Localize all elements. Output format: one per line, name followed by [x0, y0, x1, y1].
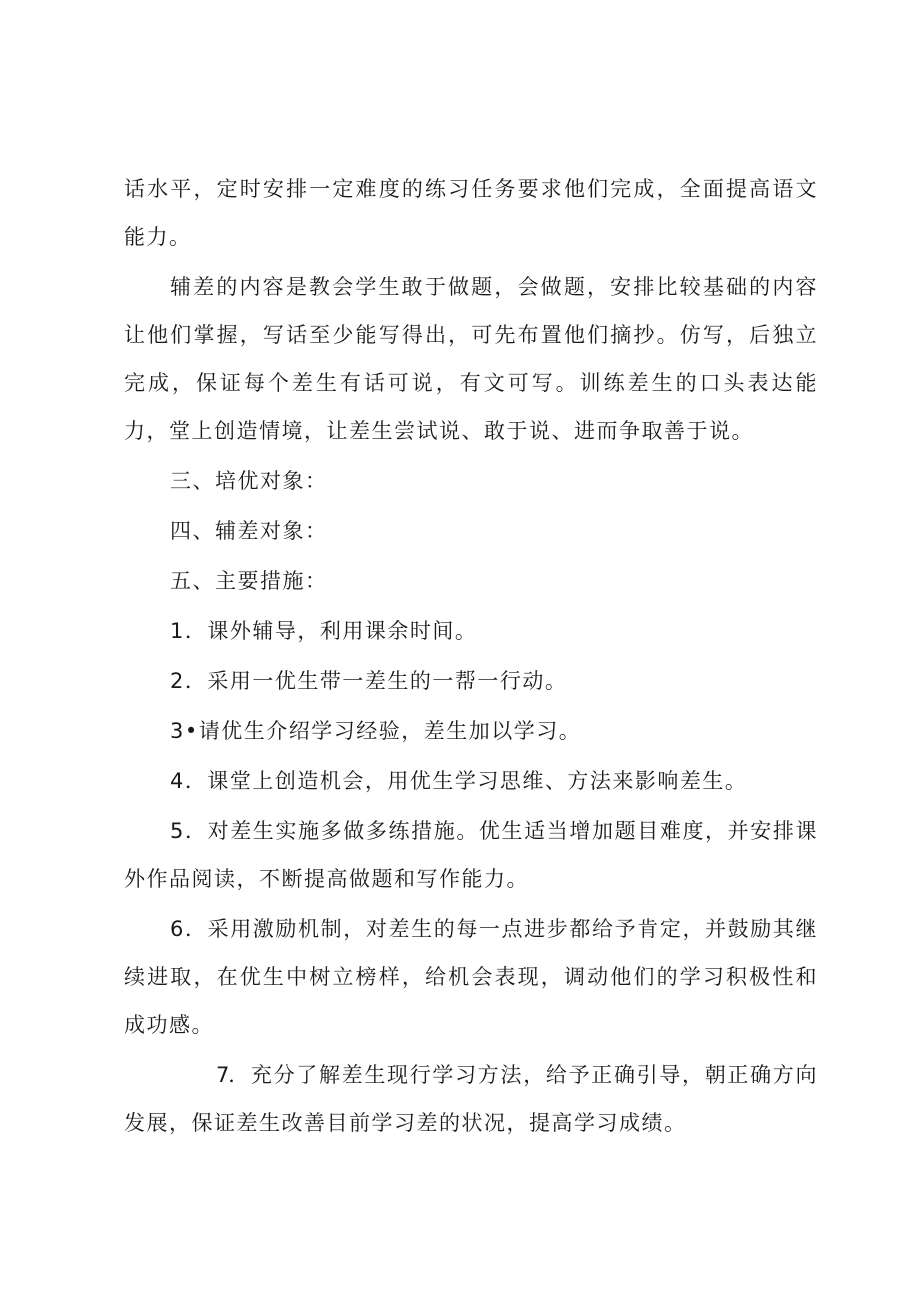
measure-item-7-number: 7: [216, 1063, 231, 1087]
measure-item-7: [124, 1051, 818, 1147]
measure-item-7-text: ．充分了解差生现行学习方法，给予正确引导，朝正确方向发展，保证差生改善目前学习差的状况，提高学习成绩。: [124, 1063, 818, 1135]
measure-item-3: 3•请优生介绍学习经验，差生加以学习。: [170, 719, 582, 743]
measure-item-2: 2．采用一优生带一差生的一帮一行动。: [170, 669, 568, 693]
paragraph-continuation: 话水平，定时安排一定难度的练习任务要求他们完成，全面提高语文能力。: [124, 177, 818, 249]
measure-item-6: 6．采用激励机制，对差生的每一点进步都给予肯定，并鼓励其继续进取，在优生中树立榜样，给机会表现，调动他们的学习积极性和成功感。: [124, 917, 818, 1037]
heading-top-students: 三、培优对象：: [170, 469, 328, 493]
measure-item-5: 5．对差生实施多做多练措施。优生适当增加题目难度，并安排课外作品阅读，不断提高做题和写作能力。: [124, 819, 818, 891]
measure-item-4: 4．课堂上创造机会，用优生学习思维、方法来影响差生。: [170, 769, 748, 793]
measure-item-1: 1．课外辅导，利用课余时间。: [170, 619, 478, 643]
heading-remedial-students: 四、辅差对象：: [170, 519, 328, 543]
document-body: [124, 165, 818, 1147]
heading-main-measures: 五、主要措施：: [170, 569, 328, 593]
paragraph-remedial-content: 辅差的内容是教会学生敢于做题，会做题，安排比较基础的内容让他们掌握，写话至少能写得出，可先布置他们摘抄。仿写，后独立完成，保证每个差生有话可说，有文可写。训练差生的口头表达能力，堂上创造情境，让差生尝试说、敢于说、进而争取善于说。: [124, 275, 818, 443]
